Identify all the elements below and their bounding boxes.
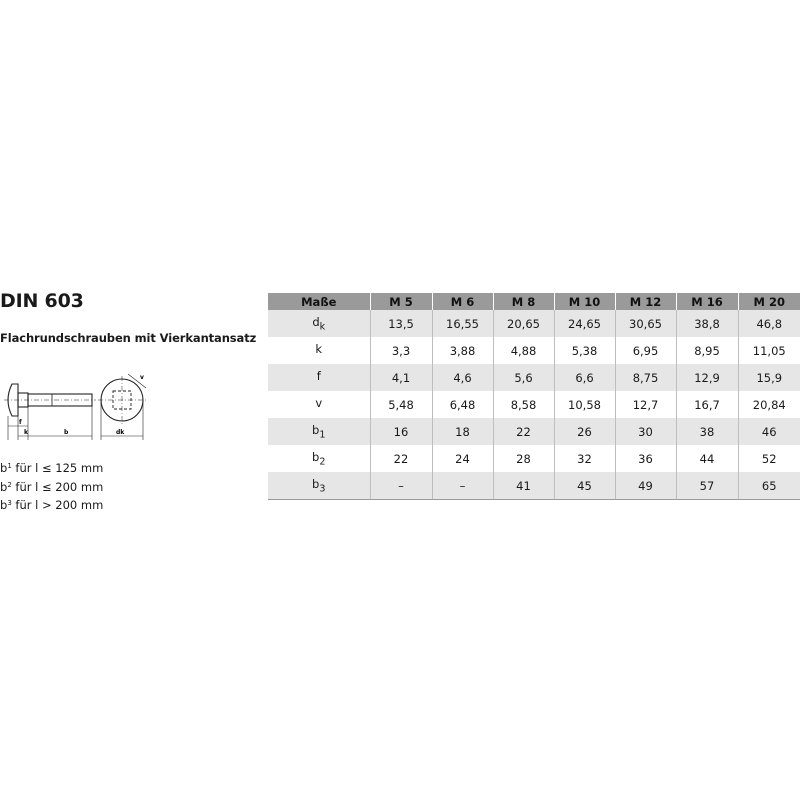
header-size: M 10 <box>554 293 615 310</box>
header-size: M 16 <box>676 293 738 310</box>
table-cell: 13,5 <box>370 310 432 337</box>
table-cell: 44 <box>676 445 738 472</box>
note-b3: $b^3$ für l > 200 mm <box>0 498 104 512</box>
table-row <box>268 391 800 418</box>
table-cell: 8,95 <box>676 337 738 364</box>
row-symbol: $b_2$ <box>312 449 326 468</box>
table-cell: 4,6 <box>432 364 493 391</box>
row-symbol: $b_3$ <box>268 472 370 500</box>
label-f: f <box>19 419 22 426</box>
table-cell: 49 <box>615 472 676 500</box>
header-size: M 8 <box>493 293 554 310</box>
table-cell: 46,8 <box>738 310 800 337</box>
table-cell: 30,65 <box>615 310 676 337</box>
table-cell: 3,88 <box>432 337 493 364</box>
table-cell: 46 <box>738 418 800 445</box>
table-cell: 5,48 <box>370 391 432 418</box>
row-symbol: f <box>268 364 370 391</box>
label-v: v <box>140 374 144 381</box>
table-cell: 30 <box>615 418 676 445</box>
table-cell: 11,05 <box>738 337 800 364</box>
label-b: b <box>64 429 69 436</box>
table-row <box>268 418 800 445</box>
table-cell: 15,9 <box>738 364 800 391</box>
table-cell: 20,65 <box>493 310 554 337</box>
row-symbol: k <box>315 341 323 356</box>
table-cell: 41 <box>493 472 554 500</box>
table-row <box>268 472 800 500</box>
note-b2: $b^2$ für l ≤ 200 mm <box>0 479 104 494</box>
header-size: M 12 <box>615 293 676 310</box>
table-cell: – <box>432 472 493 500</box>
table-cell: 28 <box>493 445 554 472</box>
table-cell: 45 <box>554 472 615 500</box>
table-cell: 22 <box>370 445 432 472</box>
table-cell: – <box>370 472 432 500</box>
page-title: DIN 603 <box>0 290 84 312</box>
table-cell: 4,88 <box>493 337 554 364</box>
label-k: k <box>24 429 28 436</box>
table-cell: 16,7 <box>676 391 738 418</box>
table-cell: 20,84 <box>738 391 800 418</box>
table-cell: 16 <box>370 418 432 445</box>
table-cell: 52 <box>738 445 800 472</box>
length-notes <box>0 458 103 514</box>
table-cell: 5,38 <box>554 337 615 364</box>
table-cell: 22 <box>493 418 554 445</box>
table-cell: 18 <box>432 418 493 445</box>
table-row <box>268 310 800 337</box>
table-row <box>268 337 800 364</box>
table-cell: 3,3 <box>370 337 432 364</box>
table-header-row <box>268 293 800 310</box>
row-symbol: $b_1$ <box>268 418 370 445</box>
table-cell: 10,58 <box>554 391 615 418</box>
table-cell: 36 <box>615 445 676 472</box>
label-dk: dk <box>116 429 125 436</box>
row-symbol: $d_k$ <box>268 310 370 337</box>
table-cell: 57 <box>676 472 738 500</box>
table-cell: 26 <box>554 418 615 445</box>
table-cell: 38 <box>676 418 738 445</box>
table-row <box>268 445 800 472</box>
table-cell: 16,55 <box>432 310 493 337</box>
header-size: M 6 <box>432 293 493 310</box>
dimensions-table <box>268 293 800 500</box>
table-cell: 8,58 <box>493 391 554 418</box>
header-size: M 20 <box>738 293 800 310</box>
note-b1: $b^1$ für l ≤ 125 mm <box>0 461 104 475</box>
table-cell: 4,1 <box>370 364 432 391</box>
header-masse: Maße <box>268 293 370 310</box>
carriage-bolt-drawing <box>0 360 160 450</box>
table-row <box>268 364 800 391</box>
table-cell: 65 <box>738 472 800 500</box>
table-cell: 24 <box>432 445 493 472</box>
row-symbol: v <box>315 395 323 410</box>
table-cell: 38,8 <box>676 310 738 337</box>
table-cell: 12,7 <box>615 391 676 418</box>
header-size: M 5 <box>370 293 432 310</box>
table-cell: 12,9 <box>676 364 738 391</box>
table-cell: 24,65 <box>554 310 615 337</box>
table-cell: 5,6 <box>493 364 554 391</box>
table-cell: 6,6 <box>554 364 615 391</box>
page-subtitle: Flachrundschrauben mit Vierkantansatz <box>0 331 257 345</box>
table-cell: 8,75 <box>615 364 676 391</box>
table-cell: 6,48 <box>432 391 493 418</box>
table-cell: 32 <box>554 445 615 472</box>
table-cell: 6,95 <box>615 337 676 364</box>
